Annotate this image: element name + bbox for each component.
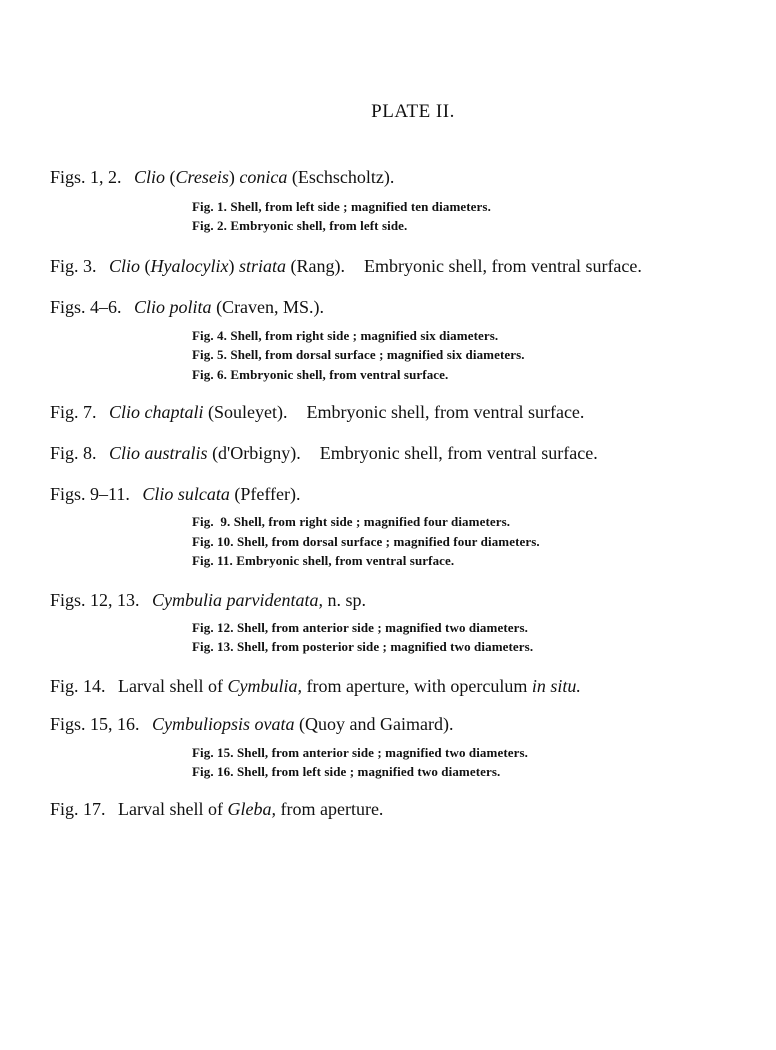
- authority: (Eschscholtz).: [291, 167, 395, 187]
- entry-figs-4-6: [50, 297, 324, 318]
- subgenus: Hyalocylix: [150, 256, 229, 276]
- species: conica: [239, 167, 288, 187]
- sub-fig-10: Fig. 10. Shell, from dorsal surface ; magnified four diameters.: [192, 534, 540, 549]
- authority: (Souleyet).: [208, 402, 288, 422]
- entry-label: Fig. 17.: [50, 799, 106, 819]
- authority: (Quoy and Gaimard).: [299, 714, 454, 734]
- species: ovata: [254, 714, 295, 734]
- authority: n. sp.: [327, 590, 367, 610]
- sub-fig-1: Fig. 1. Shell, from left side ; magnified ten diameters.: [192, 199, 491, 214]
- entry-label: Figs. 15, 16.: [50, 714, 140, 734]
- species: striata: [239, 256, 287, 276]
- genus: Clio: [134, 297, 166, 317]
- entry-label: Figs. 4–6.: [50, 297, 122, 317]
- species: polita: [169, 297, 212, 317]
- genus: Cymbulia: [152, 590, 223, 610]
- sub-fig-5: Fig. 5. Shell, from dorsal surface ; magnified six diameters.: [192, 347, 525, 362]
- authority: (d'Orbigny).: [212, 443, 301, 463]
- entry-label: Figs. 9–11.: [50, 484, 130, 504]
- entry-label: Fig. 8.: [50, 443, 97, 463]
- entry-fig-7: [50, 402, 584, 423]
- entry-figs-15-16: [50, 714, 454, 735]
- genus: Gleba,: [227, 799, 276, 819]
- species: parvidentata,: [226, 590, 324, 610]
- genus: Clio: [142, 484, 174, 504]
- entry-fig-17: Fig. 17. Larval shell of Gleba, from aperture.: [50, 799, 384, 819]
- genus: Clio: [134, 167, 166, 187]
- subgenus: Creseis: [175, 167, 229, 187]
- entry-label: Figs. 1, 2.: [50, 167, 122, 187]
- sub-fig-16: Fig. 16. Shell, from left side ; magnified two diameters.: [192, 764, 501, 779]
- entry-note: Embryonic shell, from ventral surface.: [364, 256, 642, 276]
- genus: Cymbulia,: [227, 676, 302, 696]
- sub-fig-2: Fig. 2. Embryonic shell, from left side.: [192, 218, 408, 233]
- entry-figs-9-11: [50, 484, 301, 505]
- entry-fig-8: [50, 443, 598, 464]
- genus: Cymbuliopsis: [152, 714, 251, 734]
- entry-label: Fig. 7.: [50, 402, 97, 422]
- sub-fig-12: Fig. 12. Shell, from anterior side ; magnified two diameters.: [192, 620, 529, 635]
- entry-note: Embryonic shell, from ventral surface.: [306, 402, 585, 422]
- entry-label: Fig. 3.: [50, 256, 97, 276]
- authority: (Craven, MS.).: [216, 297, 325, 317]
- sub-fig-6: Fig. 6. Embryonic shell, from ventral surface.: [192, 367, 449, 382]
- genus: Clio: [109, 256, 141, 276]
- species: sulcata: [177, 484, 230, 504]
- plate-title: PLATE II.: [371, 101, 455, 122]
- entry-fig-3: Fig. 3. Clio (Hyalocylix) striata (Rang). Embryonic shell, from ventral surface.: [50, 256, 642, 276]
- authority: (Rang).: [290, 256, 345, 276]
- sub-fig-13: Fig. 13. Shell, from posterior side ; magnified two diameters.: [192, 639, 534, 654]
- sub-fig-4: Fig. 4. Shell, from right side ; magnified six diameters.: [192, 328, 499, 343]
- genus: Clio: [109, 443, 141, 463]
- sub-fig-9: Fig. 9. Shell, from right side ; magnified four diameters.: [192, 514, 511, 529]
- entry-label: Fig. 14.: [50, 676, 106, 696]
- species: chaptali: [144, 402, 204, 422]
- sub-fig-11: Fig. 11. Embryonic shell, from ventral surface.: [192, 553, 455, 568]
- entry-label: Figs. 12, 13.: [50, 590, 140, 610]
- entry-note: Embryonic shell, from ventral surface.: [319, 443, 598, 463]
- entry-fig-14: Fig. 14. Larval shell of Cymbulia, from aperture, with operculum in situ.: [50, 676, 581, 696]
- genus: Clio: [109, 402, 141, 422]
- entry-figs-1-2: Figs. 1, 2. Clio (Creseis) conica (Eschscholtz).: [50, 167, 395, 187]
- species: australis: [144, 443, 208, 463]
- entry-figs-12-13: [50, 590, 366, 611]
- sub-fig-15: Fig. 15. Shell, from anterior side ; magnified two diameters.: [192, 745, 529, 760]
- authority: (Pfeffer).: [234, 484, 301, 504]
